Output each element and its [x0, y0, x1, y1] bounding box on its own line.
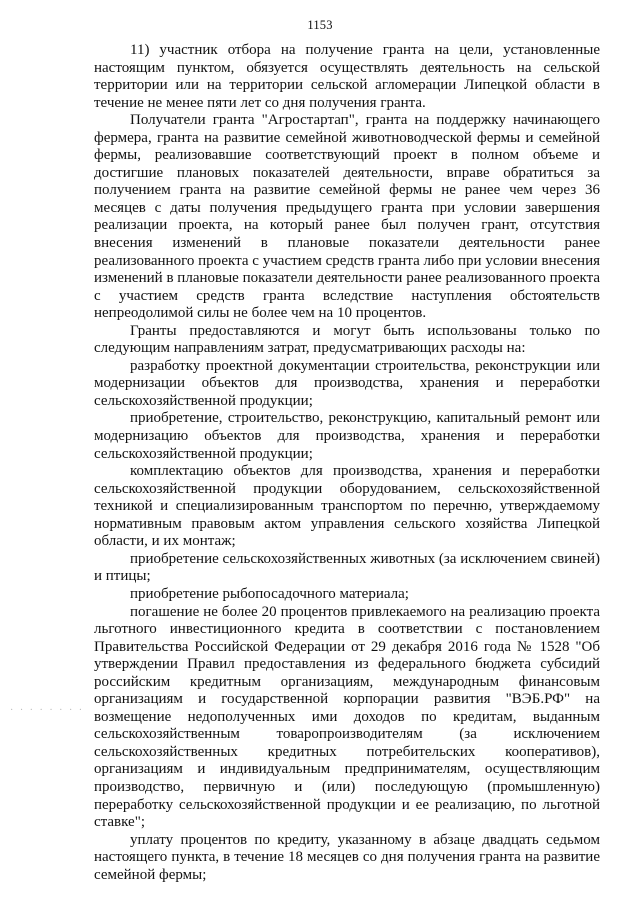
paragraph-credit-repayment: погашение не более 20 процентов привлекаемого на реализацию проекта льготного инвестиционного кредита в соответствии с постановлением Правительства Российской Федерации от 29 декабря 2016 года № 1528 "Об утверждении Правил предоставления из федерального бюджета субсидий российским кредитным организациям, международным финансовым организациям и государственной корпорации развития "ВЭБ.РФ" на возмещение недополученных ими доходов по кредитам, выданным сельскохозяйственным товаропроизводителям (за исключением сельскохозяйственных кредитных потребительских кооперативов), организациям и индивидуальным предпринимателям, осуществляющим производство, первичную и (или) последующую (промышленную) переработку сельскохозяйственной продукции и ее реализацию, по льготной ставке"; — [94, 603, 600, 831]
paragraph-animals: приобретение сельскохозяйственных животных (за исключением свиней) и птицы; — [94, 550, 600, 585]
paragraph-grant-directions: Гранты предоставляются и могут быть использованы только по следующим направлениям затрат, предусматривающих расходы на: — [94, 322, 600, 357]
paragraph-interest-payment: уплату процентов по кредиту, указанному в абзаце двадцать седьмом настоящего пункта, в течение 18 месяцев со дня получения гранта на развитие семейной фермы; — [94, 831, 600, 883]
paragraph-grant-recipients: Получатели гранта "Агростартап", гранта на поддержку начинающего фермера, гранта на развитие семейной животноводческой фермы и семейной фермы, реализовавшие соответствующий проект в полном объеме и достигшие плановых показателей деятельности, вправе обратиться за получением гранта на развитие семейной фермы не ранее чем через 36 месяцев с даты получения предыдущего гранта при условии завершения реализации проекта, на который ранее был получен грант, отсутствия внесения изменений в плановые показатели деятельности ранее реализованного проекта с участием средств гранта либо при условии внесения изменений в плановые показатели деятельности ранее реализованного проекта с участием средств гранта вследствие наступления обстоятельств непреодолимой силы не более чем на 10 процентов. — [94, 112, 600, 322]
margin-scan-marks: · · · · · · · · — [10, 705, 85, 716]
paragraph-fish-stock: приобретение рыбопосадочного материала; — [130, 585, 409, 602]
paragraph-equipment: комплектацию объектов для производства, хранения и переработки сельскохозяйственной продукции оборудованием, сельскохозяйственной техникой и специализированным транспортом по перечню, утверждаемому нормативным правовым актом управления сельского хозяйства Липецкой области, и их монтаж; — [94, 463, 600, 550]
document-body — [94, 42, 600, 884]
paragraph-design-documentation: разработку проектной документации строительства, реконструкции или модернизации объектов для производства, хранения и переработки сельскохозяйственной продукции; — [94, 357, 600, 409]
paragraph-item-11: 11) участник отбора на получение гранта на цели, установленные настоящим пунктом, обязуется осуществлять деятельность на сельской территории или на территории сельской агломерации Липецкой области в течение не менее пяти лет со дня получения гранта. — [94, 42, 600, 111]
paragraph-acquisition-construction: приобретение, строительство, реконструкцию, капитальный ремонт или модернизацию объектов для производства, хранения и переработки сельскохозяйственной продукции; — [94, 410, 600, 462]
page-number: 1153 — [307, 18, 333, 32]
